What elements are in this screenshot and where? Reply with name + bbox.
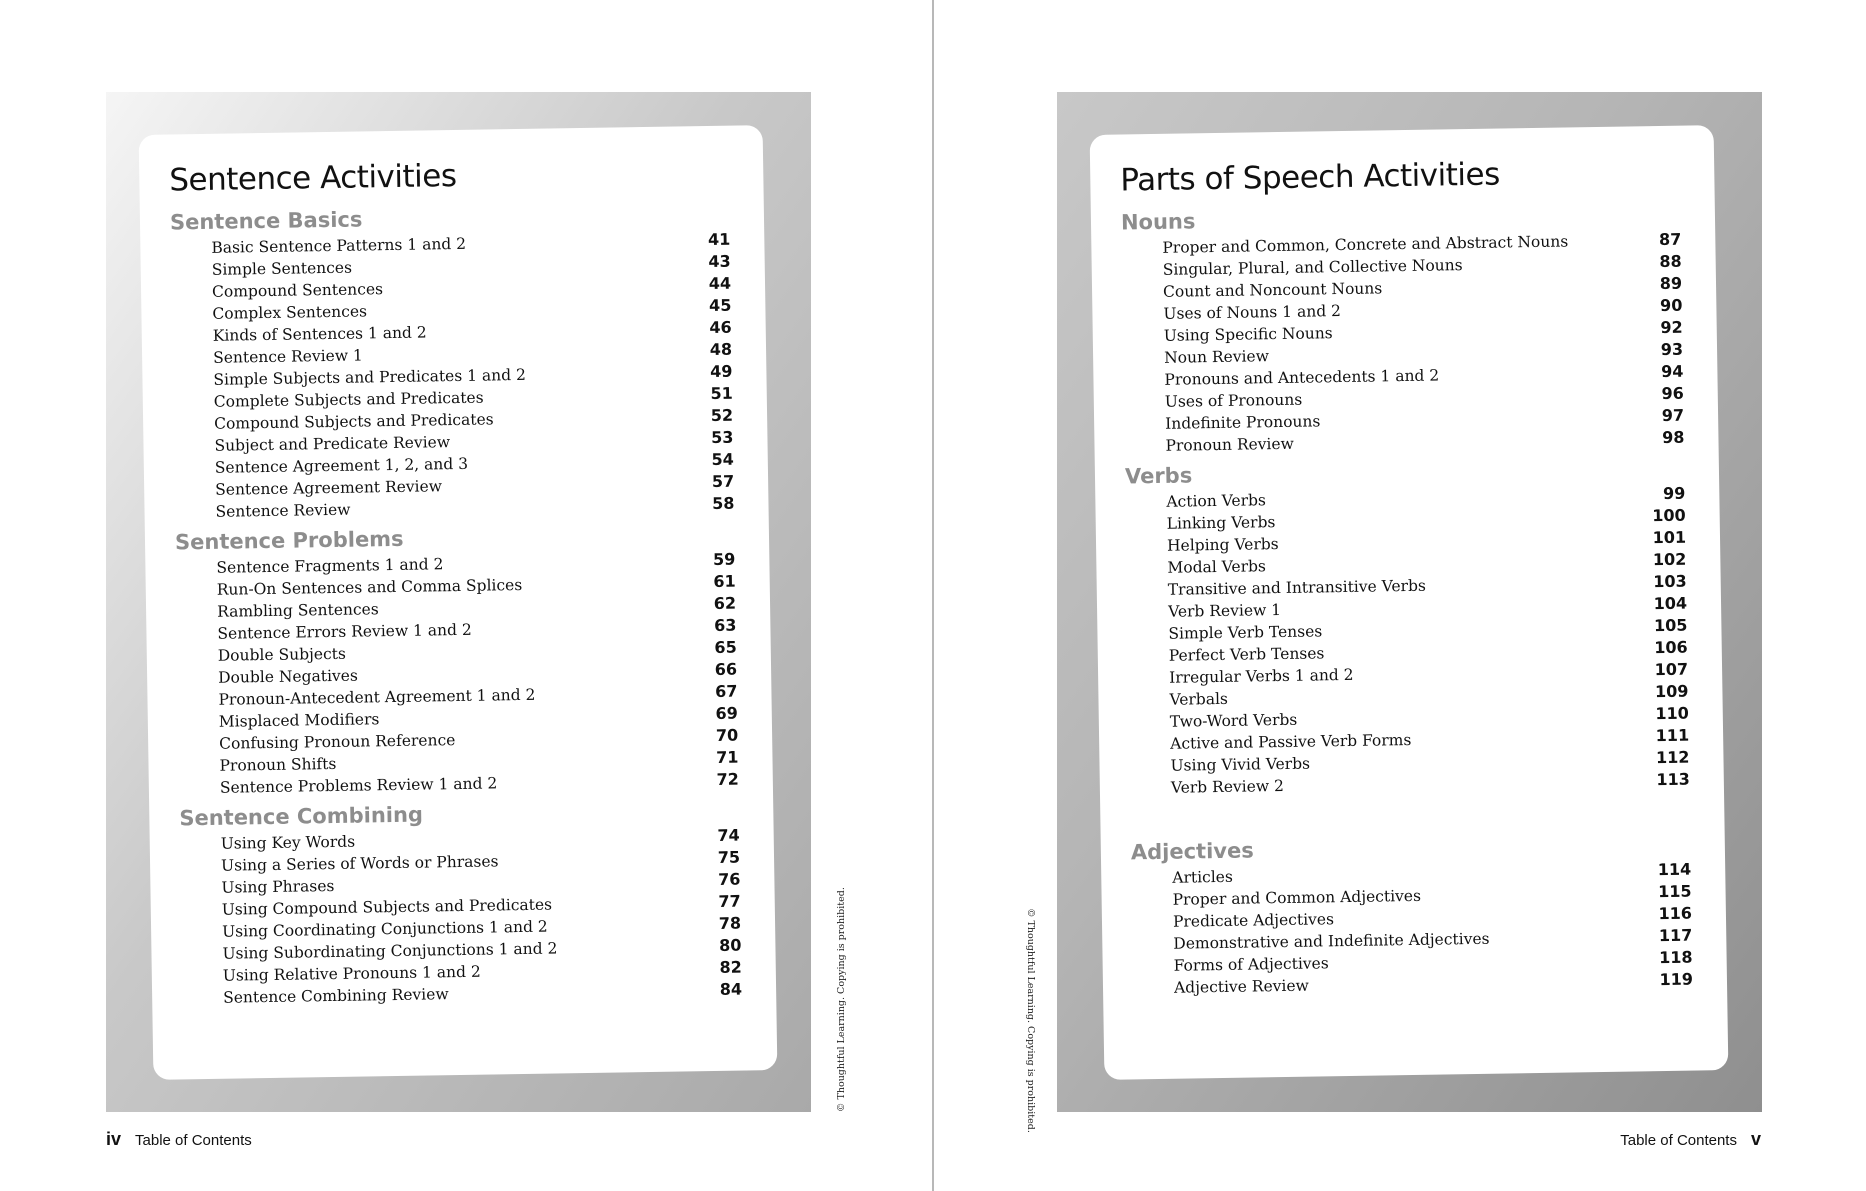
toc-entry-title: Double Negatives [218, 666, 358, 687]
book-spine-divider [932, 0, 934, 1191]
toc-entry-title: Kinds of Sentences 1 and 2 [212, 323, 427, 345]
toc-entry-title: Using Phrases [221, 876, 335, 897]
section-heading: Verbs [1124, 463, 1193, 489]
toc-entry-page-number: 54 [711, 449, 734, 469]
toc-entry-page-number: 41 [707, 229, 731, 250]
toc-entry-title: Proper and Common, Concrete and Abstract Nouns [1162, 232, 1569, 257]
toc-entry-page-number: 74 [717, 825, 740, 845]
toc-entry-page-number: 51 [710, 383, 733, 404]
toc-entry-title: Using Specific Nouns [1163, 324, 1333, 345]
toc-entry-title: Using Vivid Verbs [1170, 754, 1311, 775]
toc-entry-page-number: 52 [710, 405, 734, 426]
section-heading: Adjectives [1130, 838, 1254, 865]
toc-entry-page-number: 65 [714, 637, 737, 657]
toc-entry-title: Sentence Fragments 1 and 2 [216, 555, 444, 577]
toc-entry-page-number: 112 [1655, 747, 1690, 768]
toc-entry-title: Two-Word Verbs [1169, 710, 1298, 731]
toc-entry-title: Helping Verbs [1166, 535, 1279, 555]
toc-entry-title: Sentence Errors Review 1 and 2 [217, 620, 472, 643]
toc-entry-title: Rambling Sentences [216, 600, 379, 621]
toc-entry-page-number: 116 [1658, 903, 1693, 924]
toc-entry-page-number: 115 [1658, 881, 1692, 902]
toc-entry-page-number: 59 [712, 549, 736, 569]
toc-entry-title: Linking Verbs [1166, 513, 1276, 533]
toc-entry-page-number: 57 [711, 471, 735, 491]
toc-entry-page-number: 117 [1658, 925, 1693, 946]
toc-entry-title: Forms of Adjectives [1173, 954, 1329, 975]
toc-entry-title: Modal Verbs [1167, 557, 1267, 577]
toc-entry-page-number: 63 [713, 615, 737, 635]
left-gradient-panel [106, 92, 811, 1112]
right-gradient-panel [1057, 92, 1762, 1112]
toc-entry-title: Indefinite Pronouns [1165, 412, 1321, 433]
right-toc-content [1120, 151, 1693, 1000]
toc-entry-page-number: 105 [1653, 615, 1688, 636]
toc-entry-page-number: 67 [715, 681, 738, 701]
toc-entry-page-number: 100 [1652, 505, 1686, 526]
toc-entry-page-number: 96 [1661, 383, 1684, 404]
section-heading: Sentence Combining [179, 802, 424, 831]
toc-entry-page-number: 104 [1653, 593, 1688, 614]
toc-entry-title: Compound Subjects and Predicates [214, 410, 494, 433]
toc-list [170, 229, 734, 524]
toc-entry-page-number: 113 [1656, 769, 1690, 790]
toc-entry-title: Uses of Pronouns [1164, 390, 1303, 411]
toc-entry-title: Sentence Problems Review 1 and 2 [219, 774, 498, 797]
toc-list [180, 825, 743, 1010]
toc-list [1125, 483, 1690, 800]
toc-entry-page-number: 97 [1661, 405, 1685, 426]
section-heading: Sentence Problems [174, 526, 404, 555]
toc-entry-title: Pronouns and Antecedents 1 and 2 [1164, 366, 1440, 389]
toc-entry-page-number: 77 [718, 891, 741, 911]
toc-entry-page-number: 90 [1659, 295, 1683, 316]
toc-entry-page-number: 94 [1660, 361, 1684, 382]
toc-entry-title: Simple Subjects and Predicates 1 and 2 [213, 365, 527, 389]
toc-entry-title: Complete Subjects and Predicates [213, 388, 484, 411]
toc-entry-page-number: 84 [719, 979, 743, 999]
copyright-notice: © Thoughtful Learning. Copying is prohibited. [836, 887, 847, 1112]
toc-entry-title: Sentence Review [215, 500, 351, 521]
toc-entry-page-number: 110 [1655, 703, 1689, 724]
toc-entry-page-number: 80 [719, 935, 742, 955]
toc-entry-title: Using Compound Subjects and Predicates [221, 895, 553, 919]
toc-entry-page-number: 99 [1662, 483, 1686, 503]
toc-entry-page-number: 53 [711, 427, 734, 448]
page-title: Sentence Activities [169, 157, 457, 199]
toc-entry-title: Pronoun Review [1165, 434, 1295, 455]
toc-entry-page-number: 114 [1657, 859, 1692, 880]
footer-label: Table of Contents [135, 1132, 252, 1149]
toc-entry-page-number: 61 [713, 571, 736, 591]
toc-entry-title: Verb Review 1 [1167, 601, 1282, 621]
toc-entry-page-number: 76 [717, 869, 741, 889]
toc-entry-page-number: 49 [709, 361, 733, 382]
left-toc-card [139, 125, 778, 1080]
toc-entry-title: Active and Passive Verb Forms [1170, 730, 1412, 753]
toc-entry-title: Subject and Predicate Review [214, 433, 451, 455]
right-toc-card [1090, 125, 1729, 1080]
toc-entry-page-number: 107 [1654, 659, 1689, 680]
toc-entry-page-number: 88 [1659, 251, 1682, 272]
toc-entry-title: Simple Sentences [211, 258, 353, 279]
toc-entry-title: Double Subjects [217, 644, 347, 665]
toc-entry-title: Using Relative Pronouns 1 and 2 [222, 962, 481, 985]
toc-entry-title: Verb Review 2 [1170, 776, 1285, 797]
toc-entry-title: Pronoun-Antecedent Agreement 1 and 2 [218, 685, 536, 709]
toc-entry-title: Uses of Nouns 1 and 2 [1163, 302, 1342, 323]
toc-entry-page-number: 98 [1662, 427, 1685, 448]
toc-entry-title: Using a Series of Words or Phrases [220, 852, 499, 875]
toc-entry-page-number: 111 [1655, 725, 1690, 746]
toc-entry-title: Run-On Sentences and Comma Splices [216, 575, 523, 599]
left-page-footer [106, 1129, 252, 1150]
footer-label: Table of Contents [1620, 1132, 1737, 1149]
toc-entry-title: Proper and Common Adjectives [1172, 886, 1422, 909]
toc-entry-title: Action Verbs [1166, 491, 1267, 511]
toc-entry-page-number: 62 [713, 593, 737, 613]
page-title: Parts of Speech Activities [1120, 156, 1500, 199]
toc-entry-title: Pronoun Shifts [219, 754, 337, 775]
page-number: v [1750, 1129, 1761, 1149]
toc-entry-title: Compound Sentences [211, 280, 384, 301]
toc-entry-page-number: 78 [718, 913, 742, 933]
toc-entry-title: Sentence Agreement 1, 2, and 3 [214, 454, 469, 477]
toc-entry-page-number: 101 [1652, 527, 1687, 548]
copyright-notice: © Thoughtful Learning. Copying is prohibited. [1025, 908, 1036, 1133]
toc-entry-title: Using Coordinating Conjunctions 1 and 2 [222, 917, 548, 941]
right-page-footer [1620, 1129, 1761, 1150]
toc-entry-page-number: 106 [1654, 637, 1688, 658]
toc-entry-page-number: 102 [1652, 549, 1687, 570]
toc-entry-title: Adjective Review [1173, 976, 1309, 997]
toc-entry-title: Verbals [1169, 689, 1229, 709]
toc-entry-title: Using Key Words [220, 832, 356, 853]
toc-entry-title: Perfect Verb Tenses [1168, 644, 1325, 665]
toc-entry-page-number: 44 [708, 273, 732, 294]
left-toc-content [169, 151, 742, 1010]
toc-entry-page-number: 48 [709, 339, 733, 360]
toc-entry-page-number: 103 [1653, 571, 1687, 592]
toc-entry-title: Count and Noncount Nouns [1162, 279, 1383, 301]
toc-entry-title: Sentence Combining Review [223, 985, 449, 1007]
toc-entry-title: Misplaced Modifiers [218, 710, 380, 731]
toc-entry-title: Singular, Plural, and Collective Nouns [1162, 256, 1463, 279]
toc-entry-page-number: 43 [708, 251, 731, 272]
toc-entry-title: Articles [1172, 867, 1233, 887]
toc-entry-page-number: 70 [715, 725, 739, 745]
toc-list [175, 549, 739, 800]
toc-entry-title: Confusing Pronoun Reference [219, 731, 456, 753]
toc-entry-title: Simple Verb Tenses [1168, 622, 1323, 643]
toc-entry-title: Predicate Adjectives [1172, 910, 1335, 931]
toc-list [1121, 229, 1684, 458]
toc-entry-page-number: 118 [1659, 947, 1693, 968]
toc-entry-page-number: 89 [1659, 273, 1683, 294]
toc-entry-page-number: 92 [1660, 317, 1683, 338]
toc-entry-page-number: 82 [719, 957, 742, 977]
page-number: iv [106, 1129, 122, 1149]
toc-entry-page-number: 46 [709, 317, 732, 338]
toc-entry-page-number: 93 [1660, 339, 1684, 360]
toc-entry-page-number: 66 [714, 659, 738, 679]
toc-entry-page-number: 119 [1659, 969, 1694, 990]
toc-entry-title: Demonstrative and Indefinite Adjectives [1173, 929, 1490, 953]
toc-entry-title: Sentence Agreement Review [215, 477, 443, 499]
section-heading: Sentence Basics [169, 207, 363, 235]
toc-entry-title: Noun Review [1163, 347, 1270, 367]
toc-entry-page-number: 69 [715, 703, 738, 723]
toc-entry-page-number: 58 [712, 493, 735, 513]
toc-entry-title: Complex Sentences [212, 302, 368, 323]
toc-entry-title: Basic Sentence Patterns 1 and 2 [211, 234, 467, 257]
toc-entry-page-number: 109 [1654, 681, 1689, 702]
toc-entry-title: Transitive and Intransitive Verbs [1167, 576, 1427, 599]
toc-entry-page-number: 72 [716, 769, 739, 789]
toc-entry-title: Using Subordinating Conjunctions 1 and 2 [222, 939, 558, 963]
toc-entry-title: Sentence Review 1 [212, 346, 363, 367]
toc-entry-page-number: 87 [1658, 229, 1682, 250]
toc-list [1131, 859, 1693, 1000]
toc-entry-page-number: 45 [708, 295, 732, 316]
section-heading: Nouns [1120, 209, 1196, 235]
toc-entry-page-number: 71 [716, 747, 739, 767]
toc-entry-title: Irregular Verbs 1 and 2 [1169, 665, 1354, 687]
toc-entry-page-number: 75 [717, 847, 741, 867]
